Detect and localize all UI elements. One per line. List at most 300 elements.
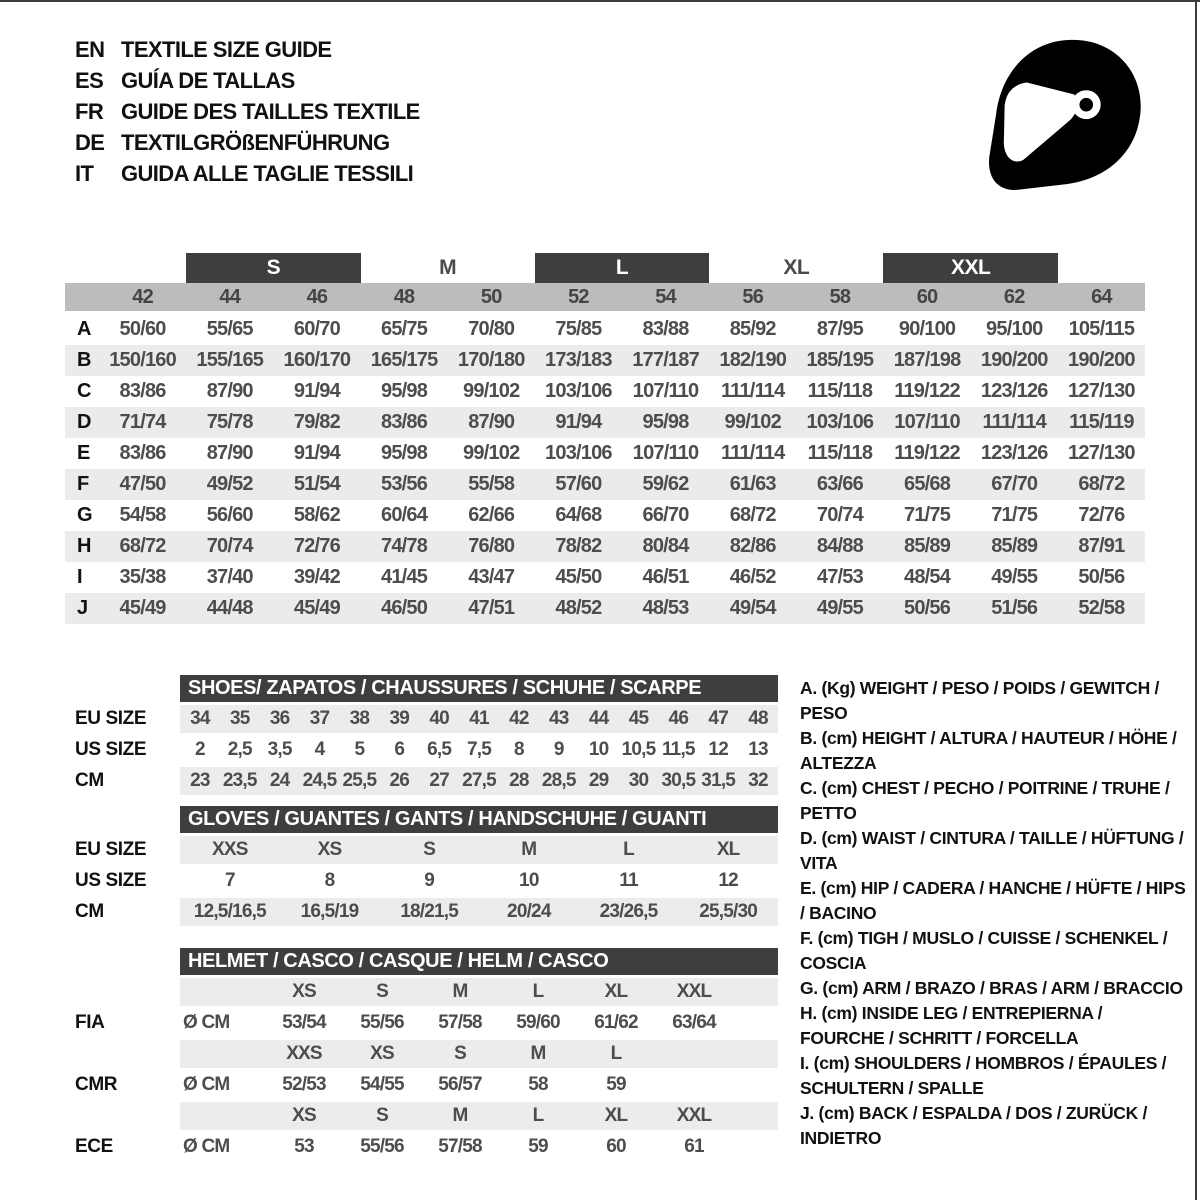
- size-value: 61/63: [729, 473, 776, 495]
- size-value: 119/122: [894, 442, 960, 464]
- column-header: 54: [655, 285, 676, 308]
- value-band: [180, 705, 778, 733]
- size-value: 165/175: [370, 349, 438, 371]
- row-label: FIA: [75, 1012, 105, 1033]
- size-value: 46/51: [642, 566, 689, 588]
- guide-title: GUIDA ALLE TAGLIE TESSILI: [121, 160, 414, 186]
- size-value: 71/75: [991, 504, 1038, 526]
- size-value: 51/54: [293, 473, 340, 495]
- unit-label: Ø CM: [183, 1074, 230, 1095]
- row-label: CMR: [75, 1074, 118, 1095]
- size-value: 10: [588, 739, 609, 760]
- size-value: 8: [513, 739, 524, 760]
- size-value: 37: [309, 708, 330, 729]
- size-value: 35/38: [119, 566, 166, 588]
- row-label: D: [77, 411, 92, 433]
- size-value: 65/68: [904, 473, 951, 495]
- size-value: [655, 1040, 733, 1068]
- size-value: 23: [190, 770, 210, 791]
- size-value: 28: [509, 770, 529, 791]
- size-value: L: [532, 981, 544, 1002]
- size-value: 30,5: [661, 770, 696, 791]
- helmet-table-title-text: HELMET / CASCO / CASQUE / HELM / CASCO: [188, 950, 609, 972]
- unit-label: Ø CM: [183, 1012, 230, 1033]
- column-header: 56: [742, 285, 764, 308]
- size-value: 127/130: [1068, 442, 1135, 464]
- size-value: 115/118: [807, 380, 873, 402]
- legend-item: D. (cm) WAIST / CINTURA / TAILLE / HÜFTUNG / VITA: [800, 828, 1184, 873]
- size-group-l: L: [535, 253, 709, 283]
- row-label: CM: [75, 901, 104, 922]
- column-header: 48: [393, 285, 415, 308]
- size-group-xxl: XXL: [883, 253, 1057, 283]
- size-value: 24: [269, 770, 290, 791]
- size-value: 55/58: [468, 473, 515, 495]
- size-value: 70/80: [468, 318, 515, 340]
- size-value: 13: [748, 739, 768, 760]
- shoes-table-rows: [75, 705, 778, 795]
- value-band: [180, 1071, 778, 1099]
- size-value: 29: [588, 770, 609, 791]
- guide-title: GUÍA DE TALLAS: [121, 67, 295, 93]
- measurement-row: [65, 531, 1145, 562]
- size-row: [75, 1040, 778, 1068]
- size-value: 64/68: [555, 504, 602, 526]
- size-value: 50/56: [904, 597, 951, 619]
- unit-label: [180, 978, 265, 1006]
- value-band: [180, 1009, 778, 1037]
- size-value: 103/106: [806, 411, 874, 433]
- size-value: 60: [606, 1136, 626, 1157]
- size-value: 38: [349, 708, 370, 729]
- column-header: 60: [916, 285, 938, 308]
- size-value: 84/88: [816, 535, 863, 557]
- shoes-table-title-text: SHOES/ ZAPATOS / CHAUSSURES / SCHUHE / SCARPE: [188, 677, 702, 699]
- size-value: 68/72: [119, 535, 166, 557]
- size-value: 72/76: [293, 535, 340, 557]
- measurement-row: [65, 438, 1145, 469]
- value-band: [180, 1133, 778, 1161]
- size-value: 59: [528, 1136, 548, 1157]
- row-label: ECE: [75, 1136, 113, 1157]
- size-value: S: [423, 839, 436, 860]
- size-row: [75, 978, 778, 1006]
- size-value: 55/65: [206, 318, 253, 340]
- size-value: 74/78: [381, 535, 428, 557]
- size-value: 51/56: [991, 597, 1038, 619]
- size-value: 34: [190, 708, 210, 729]
- row-label: I: [77, 566, 83, 588]
- measurement-row: [65, 469, 1145, 500]
- size-value: L: [532, 1105, 544, 1126]
- size-value: 6: [394, 739, 405, 760]
- size-value: 99/102: [463, 442, 520, 464]
- value-band: [180, 1040, 778, 1068]
- gloves-table-rows: [75, 836, 778, 926]
- measurement-row: [65, 314, 1145, 345]
- size-value: 61/62: [594, 1012, 638, 1033]
- size-value: 56/60: [206, 504, 253, 526]
- size-value: 63/66: [816, 473, 863, 495]
- size-value: 99/102: [724, 411, 781, 433]
- size-value: 45/50: [555, 566, 602, 588]
- size-row: [75, 1071, 778, 1099]
- size-value: 95/100: [986, 318, 1043, 340]
- legend-item: G. (cm) ARM / BRAZO / BRAS / ARM / BRACCIO: [800, 978, 1183, 998]
- size-row: [75, 736, 778, 764]
- size-value: 55/56: [360, 1012, 404, 1033]
- row-label: EU SIZE: [75, 708, 147, 729]
- size-value: 87/90: [468, 411, 515, 433]
- row-label: A: [77, 318, 92, 340]
- size-value: 123/126: [980, 442, 1048, 464]
- size-value: 83/86: [381, 411, 428, 433]
- size-value: 31,5: [701, 770, 736, 791]
- legend-item: I. (cm) SHOULDERS / HOMBROS / ÉPAULES / SCHULTERN / SPALLE: [800, 1053, 1167, 1098]
- size-value: 80/84: [642, 535, 689, 557]
- size-value: 46/50: [381, 597, 428, 619]
- size-value: 82/86: [729, 535, 776, 557]
- size-value: 182/190: [719, 349, 787, 371]
- size-value: 18/21,5: [400, 901, 459, 922]
- size-value: 170/180: [457, 349, 525, 371]
- value-band: [180, 898, 778, 926]
- size-value: 48: [748, 708, 768, 729]
- size-value: 70/74: [816, 504, 863, 526]
- size-value: XL: [604, 981, 628, 1002]
- size-value: 52/53: [282, 1074, 326, 1095]
- size-value: L: [623, 839, 634, 860]
- measurement-row: [65, 345, 1145, 376]
- column-header: 44: [219, 285, 241, 308]
- measurement-legend: [800, 676, 1188, 1151]
- language-code: IT: [75, 160, 94, 186]
- size-value: 127/130: [1068, 380, 1135, 402]
- size-value: XS: [317, 839, 342, 860]
- language-row: [75, 127, 420, 158]
- language-code: ES: [75, 67, 104, 93]
- size-value: 47/50: [119, 473, 166, 495]
- size-value: 43/47: [468, 566, 515, 588]
- measurement-row: [65, 500, 1145, 531]
- size-group-header-row: [65, 253, 1145, 283]
- measurement-row: [65, 562, 1145, 593]
- legend-item: C. (cm) CHEST / PECHO / POITRINE / TRUHE / PETTO: [800, 778, 1170, 823]
- size-value: 55/56: [360, 1136, 404, 1157]
- size-row: [75, 836, 778, 864]
- size-value: 52/58: [1078, 597, 1125, 619]
- size-value: 57/58: [438, 1012, 482, 1033]
- size-value: 39/42: [293, 566, 340, 588]
- size-value: 24,5: [302, 770, 337, 791]
- size-value: 4: [314, 739, 325, 760]
- row-label: F: [77, 473, 90, 495]
- size-value: 60/70: [293, 318, 340, 340]
- size-value: 59/62: [642, 473, 689, 495]
- size-value: 57/58: [438, 1136, 482, 1157]
- size-value: XS: [370, 1043, 394, 1064]
- row-label: US SIZE: [75, 870, 147, 891]
- size-value: 48/54: [904, 566, 951, 588]
- size-value: 2: [195, 739, 205, 760]
- value-band: [180, 978, 778, 1006]
- size-value: 50/56: [1078, 566, 1125, 588]
- group-spacer: [65, 253, 186, 283]
- size-value: 56/57: [438, 1074, 482, 1095]
- size-value: 54/58: [119, 504, 166, 526]
- measurement-row: [65, 593, 1145, 624]
- size-value: 83/86: [119, 380, 166, 402]
- gloves-size-table: [75, 806, 778, 926]
- size-value: 115/118: [807, 442, 873, 464]
- size-value: 20/24: [507, 901, 551, 922]
- size-row: [75, 767, 778, 795]
- size-value: 111/114: [721, 442, 785, 464]
- guide-title: TEXTILGRÖßENFÜHRUNG: [121, 129, 390, 155]
- size-value: 48/53: [642, 597, 689, 619]
- unit-label: Ø CM: [183, 1136, 230, 1157]
- size-value: 62/66: [468, 504, 515, 526]
- helmet-table-rows: [75, 978, 778, 1161]
- size-row: [75, 1102, 778, 1130]
- size-value: 90/100: [898, 318, 956, 340]
- column-header: 62: [1003, 285, 1025, 308]
- size-value: 46: [668, 708, 689, 729]
- row-label: C: [77, 380, 92, 402]
- size-value: 75/85: [555, 318, 602, 340]
- size-value: 85/92: [729, 318, 776, 340]
- size-row: [75, 867, 778, 895]
- size-value: 49/52: [206, 473, 253, 495]
- size-value: 27,5: [462, 770, 496, 791]
- size-value: 105/115: [1068, 318, 1135, 340]
- legend-item: E. (cm) HIP / CADERA / HANCHE / HÜFTE / HIPS / BACINO: [800, 878, 1186, 923]
- column-header: 50: [480, 285, 502, 308]
- right-border-line: [1195, 0, 1197, 1200]
- row-label: US SIZE: [75, 739, 147, 760]
- size-value: 10: [519, 870, 539, 891]
- size-value: 53/54: [282, 1012, 326, 1033]
- size-value: 91/94: [555, 411, 602, 433]
- size-value: XS: [292, 1105, 316, 1126]
- row-label: B: [77, 349, 92, 371]
- size-value: 68/72: [1078, 473, 1125, 495]
- column-header: 46: [306, 285, 328, 308]
- size-value: 95/98: [642, 411, 689, 433]
- size-value: 16,5/19: [300, 901, 359, 922]
- size-value: 28,5: [541, 770, 576, 791]
- size-row: [75, 1009, 778, 1037]
- value-band: [180, 736, 778, 764]
- size-value: 12: [718, 870, 738, 891]
- size-value: 58: [528, 1074, 548, 1095]
- size-value: M: [521, 839, 537, 860]
- gloves-table-title: [180, 806, 778, 833]
- size-value: XXS: [286, 1043, 322, 1064]
- unit-label: [180, 1102, 265, 1130]
- size-value: 37/40: [206, 566, 253, 588]
- column-header: 52: [568, 285, 589, 308]
- size-value: 155/165: [196, 349, 264, 371]
- guide-title: GUIDE DES TAILLES TEXTILE: [121, 98, 420, 124]
- size-value: 5: [354, 739, 365, 760]
- size-value: 95/98: [381, 442, 428, 464]
- language-row: [75, 65, 420, 96]
- size-row: [75, 705, 778, 733]
- size-value: 7,5: [466, 739, 491, 760]
- size-value: 32: [748, 770, 768, 791]
- size-value: XL: [716, 839, 740, 860]
- size-value: 11: [619, 870, 638, 891]
- size-value: 87/91: [1078, 535, 1125, 557]
- size-value: 160/170: [283, 349, 351, 371]
- size-value: 47: [708, 708, 728, 729]
- size-value: 85/89: [991, 535, 1038, 557]
- language-row: [75, 34, 420, 65]
- size-value: 44: [588, 708, 609, 729]
- size-value: 111/114: [982, 411, 1046, 433]
- size-value: 71/74: [119, 411, 166, 433]
- unit-label: [180, 1040, 265, 1068]
- size-value: 91/94: [293, 380, 340, 402]
- row-label: E: [77, 442, 91, 464]
- size-value: 150/160: [109, 349, 176, 371]
- size-value: 107/110: [894, 411, 960, 433]
- size-number-header-row: [65, 283, 1145, 311]
- value-band: [180, 836, 778, 864]
- size-value: 30: [628, 770, 649, 791]
- size-value: 78/82: [555, 535, 602, 557]
- measurement-row: [65, 376, 1145, 407]
- column-header: 64: [1091, 285, 1112, 308]
- size-value: 87/90: [206, 442, 253, 464]
- row-label: H: [77, 535, 92, 557]
- size-value: 72/76: [1078, 504, 1125, 526]
- size-value: 25,5/30: [699, 901, 758, 922]
- size-value: 42: [509, 708, 529, 729]
- value-band: [180, 767, 778, 795]
- size-value: S: [376, 981, 388, 1002]
- size-value: 59: [606, 1074, 626, 1095]
- size-value: XXL: [676, 1105, 712, 1126]
- size-group-s: S: [186, 253, 360, 283]
- size-value: 67/70: [991, 473, 1038, 495]
- size-value: 40: [429, 708, 449, 729]
- size-value: 26: [389, 770, 410, 791]
- legend-item: B. (cm) HEIGHT / ALTURA / HAUTEUR / HÖHE / ALTEZZA: [800, 728, 1177, 773]
- column-header: 58: [829, 285, 851, 308]
- shoes-table-title: [180, 675, 778, 702]
- size-value: 123/126: [980, 380, 1048, 402]
- row-label: [75, 1102, 180, 1130]
- size-value: 54/55: [360, 1074, 404, 1095]
- size-value: 61: [684, 1136, 704, 1157]
- size-value: M: [452, 1105, 468, 1126]
- size-value: 48/52: [555, 597, 602, 619]
- size-value: 43: [548, 708, 569, 729]
- size-value: 119/122: [894, 380, 960, 402]
- size-value: 68/72: [729, 504, 776, 526]
- size-value: 111/114: [721, 380, 785, 402]
- size-value: 12,5/16,5: [193, 901, 266, 922]
- size-value: 49/55: [816, 597, 863, 619]
- size-value: 47/51: [468, 597, 515, 619]
- shoes-size-table: [75, 675, 778, 795]
- size-value: 58/62: [293, 504, 340, 526]
- size-value: 95/98: [381, 380, 428, 402]
- size-value: 49/54: [729, 597, 776, 619]
- size-value: 103/106: [545, 442, 612, 464]
- top-border-line: [0, 0, 1200, 2]
- language-title-list: [75, 34, 420, 189]
- size-value: 91/94: [293, 442, 340, 464]
- size-value: 50/60: [119, 318, 166, 340]
- guide-title: TEXTILE SIZE GUIDE: [121, 36, 332, 62]
- size-value: 23,5: [222, 770, 257, 791]
- size-value: 190/200: [980, 349, 1048, 371]
- language-row: [75, 158, 420, 189]
- size-value: 47/53: [816, 566, 863, 588]
- size-value: 8: [324, 870, 335, 891]
- size-value: 107/110: [632, 442, 699, 464]
- size-value: 70/74: [206, 535, 253, 557]
- size-value: 23/26,5: [599, 901, 658, 922]
- garment-size-table: [65, 253, 1145, 624]
- size-value: 9: [424, 870, 435, 891]
- row-label: EU SIZE: [75, 839, 147, 860]
- measurement-row: [65, 407, 1145, 438]
- size-value: 49/55: [991, 566, 1038, 588]
- size-value: S: [376, 1105, 388, 1126]
- size-value: 103/106: [545, 380, 612, 402]
- racing-helmet-icon: [980, 28, 1150, 200]
- size-value: XS: [292, 981, 316, 1002]
- size-value: S: [454, 1043, 466, 1064]
- size-value: 187/198: [893, 349, 961, 371]
- size-value: 177/187: [632, 349, 699, 371]
- size-value: 9: [553, 739, 564, 760]
- row-label: [75, 978, 180, 1006]
- size-value: 12: [708, 739, 728, 760]
- row-label: J: [77, 597, 89, 619]
- size-row: [75, 898, 778, 926]
- legend-item: F. (cm) TIGH / MUSLO / CUISSE / SCHENKEL / COSCIA: [800, 928, 1168, 973]
- size-value: XXS: [212, 839, 248, 860]
- size-value: 99/102: [463, 380, 520, 402]
- size-value: 71/75: [904, 504, 951, 526]
- helmet-table-title: [180, 948, 778, 975]
- size-group-xl: XL: [783, 256, 810, 279]
- size-value: 39: [389, 708, 410, 729]
- size-value: L: [610, 1043, 622, 1064]
- size-value: 107/110: [632, 380, 699, 402]
- size-value: 79/82: [293, 411, 340, 433]
- size-value: 45: [628, 708, 649, 729]
- size-value: 41: [469, 708, 489, 729]
- size-value: 25,5: [342, 770, 377, 791]
- size-value: 46/52: [729, 566, 776, 588]
- size-group-m: M: [439, 256, 457, 279]
- size-value: 6,5: [427, 739, 452, 760]
- size-value: 87/95: [816, 318, 863, 340]
- size-value: 76/80: [468, 535, 515, 557]
- size-value: 65/75: [381, 318, 428, 340]
- size-value: M: [452, 981, 468, 1002]
- size-value: [655, 1071, 733, 1099]
- size-value: 57/60: [555, 473, 602, 495]
- size-value: 10,5: [621, 739, 656, 760]
- language-code: FR: [75, 98, 104, 124]
